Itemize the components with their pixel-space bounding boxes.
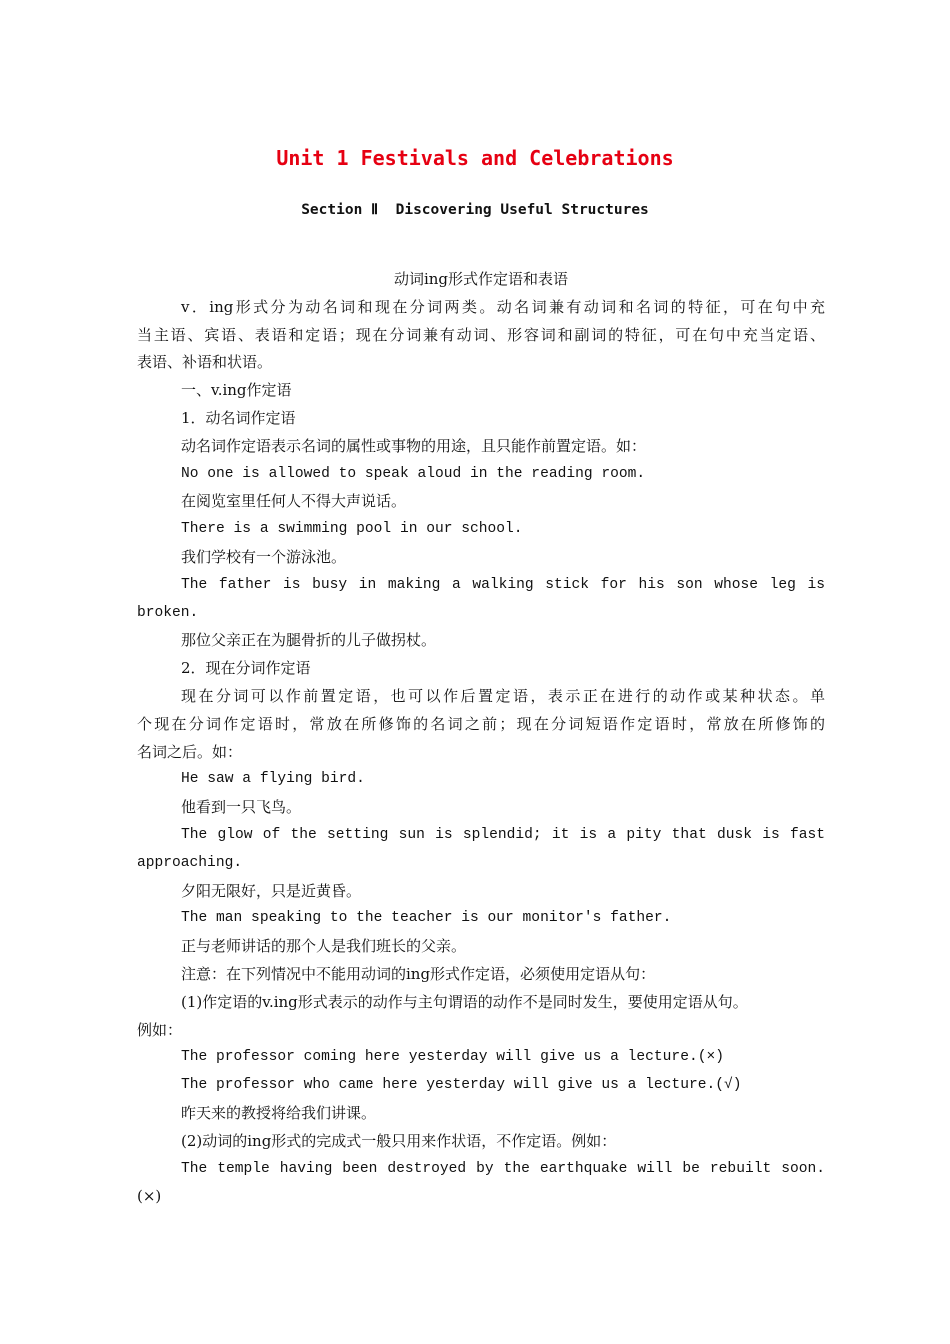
example-wrong: The professor coming here yesterday will give us a lecture.(×) [181, 1049, 724, 1066]
example-mark: (×) [137, 1187, 162, 1206]
note-heading: 注意：在下列情况中不能用动词的ing形式作定语，必须使用定语从句： [181, 964, 656, 983]
subsection-description-2-line-2: 个现在分词作定语时，常放在所修饰的名词之前；现在分词短语作定语时，常放在所修饰的 [137, 714, 825, 733]
example-english: No one is allowed to speak aloud in the reading room. [181, 465, 646, 482]
intro-line-1: v．ing形式分为动名词和现在分词两类。动名词兼有动词和名词的特征，可在句中充 [181, 297, 825, 316]
subsection-description-2-line-1: 现在分词可以作前置定语，也可以作后置定语，表示正在进行的动作或某种状态。单 [181, 686, 825, 705]
example-chinese: 在阅览室里任何人不得大声说话。 [181, 492, 407, 511]
example-chinese: 他看到一只飞鸟。 [181, 798, 302, 817]
note-item-2: (2)动词的ing形式的完成式一般只用来作状语，不作定语。例如： [181, 1131, 617, 1150]
part-heading-1: 一、v.ing作定语 [181, 381, 292, 400]
note-item-1: (1)作定语的v.ing形式表示的动作与主句谓语的动作不是同时发生，要使用定语从句。 [181, 992, 748, 1011]
section-subtitle [0, 199, 950, 221]
subsection-heading-2: 2．现在分词作定语 [181, 659, 311, 678]
example-english: The man speaking to the teacher is our monitor's father. [181, 910, 672, 927]
subtitle-text: Section Ⅱ Discovering Useful Structures [301, 202, 649, 218]
section-heading: 动词ing形式作定语和表语 [393, 270, 569, 288]
example-english: There is a swimming pool in our school. [181, 521, 523, 538]
example-chinese: 昨天来的教授将给我们讲课。 [181, 1103, 377, 1122]
example-english: The temple having been destroyed by the earthquake will be rebuilt soon. [181, 1160, 825, 1177]
example-chinese: 那位父亲正在为腿骨折的儿子做拐杖。 [181, 631, 437, 650]
document-body [137, 266, 825, 1211]
example-chinese: 夕阳无限好，只是近黄昏。 [181, 881, 362, 900]
example-english: He saw a flying bird. [181, 771, 365, 788]
note-item-1-continued: 例如： [137, 1020, 183, 1039]
subsection-heading-1: 1．动名词作定语 [181, 408, 296, 427]
example-english-continued: broken. [137, 604, 199, 621]
title-text: Unit 1 Festivals and Celebrations [276, 146, 674, 170]
example-english: The glow of the setting sun is splendid; it is a pity that dusk is fast [181, 826, 825, 843]
example-chinese: 我们学校有一个游泳池。 [181, 547, 347, 566]
intro-line-3: 表语、补语和状语。 [137, 353, 273, 372]
example-chinese: 正与老师讲话的那个人是我们班长的父亲。 [181, 937, 467, 956]
subsection-description-2-line-3: 名词之后。如： [137, 742, 243, 761]
intro-line-2: 当主语、宾语、表语和定语；现在分词兼有动词、形容词和副词的特征，可在句中充当定语、 [137, 325, 825, 344]
page-title [0, 143, 950, 173]
example-right: The professor who came here yesterday will give us a lecture.(√) [181, 1077, 742, 1094]
subsection-description-1: 动名词作定语表示名词的属性或事物的用途，且只能作前置定语。如： [181, 436, 647, 455]
example-english-continued: approaching. [137, 854, 243, 871]
example-english: The father is busy in making a walking stick for his son whose leg is [181, 576, 825, 593]
